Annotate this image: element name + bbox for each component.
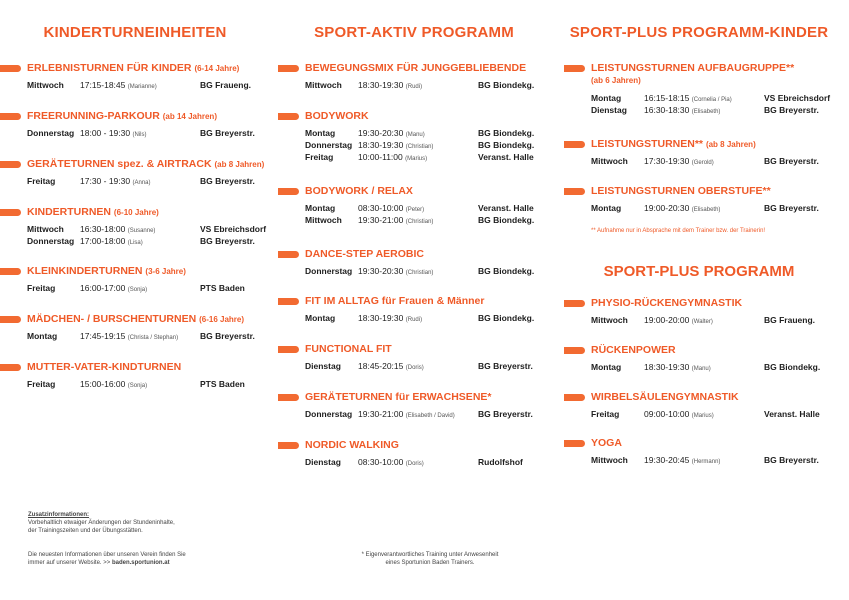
schedule-row: Montag 18:30-19:30 (Rudi) BG Biondekg. bbox=[305, 313, 535, 323]
program-title: LEISTUNGSTURNEN** (ab 8 Jahren) bbox=[591, 138, 756, 150]
info-line: der Trainingszeiten und der Übungsstätten. bbox=[28, 528, 143, 534]
schedule-row: Mittwoch 17:15-18:45 (Marianne) BG Fraueng. bbox=[27, 80, 252, 90]
program-title: LEISTUNGSTURNEN OBERSTUFE** bbox=[591, 185, 771, 197]
bullet-bar bbox=[0, 65, 21, 72]
bullet-bar bbox=[564, 65, 585, 72]
schedule-row: Dienstag 08:30-10:00 (Doris) Rudolfshof bbox=[305, 457, 523, 467]
column-title: SPORT-PLUS PROGRAMM-KINDER bbox=[569, 24, 829, 41]
star-footnote: eines Sportunion Baden Trainers. bbox=[385, 560, 475, 566]
program-title: WIRBELSÄULENGYMNASTIK bbox=[591, 391, 739, 403]
program-title: MÄDCHEN- / BURSCHENTURNEN (6-16 Jahre) bbox=[27, 313, 245, 325]
schedule-row: Donnerstag 18:30-19:30 (Christian) BG Biondekg. bbox=[305, 140, 535, 150]
program-title: DANCE-STEP AEROBIC bbox=[305, 248, 425, 260]
web-info-line: Die neuesten Informationen über unseren Verein finden Sie bbox=[28, 552, 186, 558]
bullet-bar bbox=[0, 113, 21, 120]
bullet-bar bbox=[278, 346, 299, 353]
bullet-bar bbox=[0, 209, 21, 216]
schedule-row: Montag 19:30-20:30 (Manu) BG Biondekg. bbox=[305, 128, 535, 138]
bullet-bar bbox=[0, 268, 21, 275]
schedule-row: Donnerstag 18:00 - 19:30 (Nils) BG Breyerstr. bbox=[27, 128, 255, 138]
bullet-bar bbox=[278, 394, 299, 401]
column-kinderturneinheiten bbox=[0, 0, 270, 600]
schedule-row: Mittwoch 19:00-20:00 (Walter) BG Fraueng. bbox=[591, 315, 816, 325]
bullet-bar bbox=[278, 65, 299, 72]
bullet-bar bbox=[0, 161, 21, 168]
schedule-row: Donnerstag 17:00-18:00 (Lisa) BG Breyerstr. bbox=[27, 236, 255, 246]
schedule-row: Dienstag 18:45-20:15 (Doris) BG Breyerstr. bbox=[305, 361, 533, 371]
bullet-bar bbox=[278, 251, 299, 258]
program-title: BODYWORK / RELAX bbox=[305, 185, 413, 197]
bullet-bar bbox=[0, 316, 21, 323]
program-title: GERÄTETURNEN spez. & AIRTRACK (ab 8 Jahren) bbox=[27, 158, 265, 170]
program-title: FREERUNNING-PARKOUR (ab 14 Jahren) bbox=[27, 110, 217, 122]
schedule-row: Mittwoch 16:30-18:00 (Susanne) VS Ebreichsdorf bbox=[27, 224, 267, 234]
program-title: PHYSIO-RÜCKENGYMNASTIK bbox=[591, 297, 743, 309]
schedule-row: Mittwoch 17:30-19:30 (Gerold) BG Breyerstr. bbox=[591, 156, 819, 166]
schedule-row: Montag 19:00-20:30 (Elisabeth) BG Breyerstr. bbox=[591, 203, 819, 213]
website-link[interactable]: baden.sportunion.at bbox=[111, 560, 170, 566]
bullet-bar bbox=[278, 188, 299, 195]
program-title: YOGA bbox=[591, 437, 622, 449]
schedule-row: Freitag 17:30 - 19:30 (Anna) BG Breyerstr. bbox=[27, 176, 255, 186]
footnote: ** Aufnahme nur in Absprache mit dem Trainer bzw. der Trainerin! bbox=[591, 228, 766, 234]
program-title: NORDIC WALKING bbox=[305, 439, 399, 451]
schedule-row: Freitag 15:00-16:00 (Sonja) PTS Baden bbox=[27, 379, 245, 389]
schedule-row: Montag 16:15-18:15 (Cornelia / Pia) VS Ebreichsdorf bbox=[591, 93, 831, 103]
schedule-row: Montag 17:45-19:15 (Christa / Stephan) BG Breyerstr. bbox=[27, 331, 255, 341]
bullet-bar bbox=[564, 141, 585, 148]
bullet-bar bbox=[0, 364, 21, 371]
schedule-row: Freitag 09:00-10:00 (Marius) Veranst. Halle bbox=[591, 409, 820, 419]
section-subtitle: SPORT-PLUS PROGRAMM bbox=[603, 263, 795, 280]
column-title: SPORT-AKTIV PROGRAMM bbox=[314, 24, 514, 41]
schedule-row: Freitag 10:00-11:00 (Marius) Veranst. Halle bbox=[305, 152, 534, 162]
bullet-bar bbox=[278, 442, 299, 449]
schedule-row: Dienstag 16:30-18:30 (Elisabeth) BG Breyerstr. bbox=[591, 105, 819, 115]
program-title: ERLEBNISTURNEN FÜR KINDER (6-14 Jahre) bbox=[27, 62, 240, 74]
web-info-line: immer auf unserer Website. >> baden.sportunion.at bbox=[28, 560, 170, 566]
column-title: KINDERTURNEINHEITEN bbox=[43, 24, 227, 41]
program-title: FUNCTIONAL FIT bbox=[305, 343, 392, 355]
schedule-row: Mittwoch 18:30-19:30 (Rudi) BG Biondekg. bbox=[305, 80, 535, 90]
program-title: KINDERTURNEN (6-10 Jahre) bbox=[27, 206, 159, 218]
bullet-bar bbox=[278, 298, 299, 305]
star-footnote: * Eigenverantwortliches Training unter Anwesenheit bbox=[361, 552, 499, 558]
program-title: BODYWORK bbox=[305, 110, 369, 122]
info-heading: Zusatzinformationen: bbox=[28, 512, 89, 518]
program-title: BEWEGUNGSMIX FÜR JUNGGEBLIEBENDE bbox=[305, 62, 527, 74]
schedule-row: Montag 08:30-10:00 (Peter) Veranst. Halle bbox=[305, 203, 534, 213]
schedule-row: Mittwoch 19:30-21:00 (Christian) BG Biondekg. bbox=[305, 215, 535, 225]
bullet-bar bbox=[278, 113, 299, 120]
bullet-bar bbox=[564, 394, 585, 401]
schedule-row: Donnerstag 19:30-21:00 (Elisabeth / David) BG Breyerstr. bbox=[305, 409, 533, 419]
program-subnote: (ab 6 Jahren) bbox=[591, 76, 641, 85]
schedule-row: Donnerstag 19:30-20:30 (Christian) BG Biondekg. bbox=[305, 266, 535, 276]
info-line: Vorbehaltlich etwaiger Änderungen der Stundeninhalte, bbox=[28, 520, 175, 526]
schedule-row: Freitag 16:00-17:00 (Sonja) PTS Baden bbox=[27, 283, 245, 293]
column-sport-plus bbox=[564, 0, 844, 600]
program-title: LEISTUNGSTURNEN AUFBAUGRUPPE** bbox=[591, 62, 795, 74]
bullet-bar bbox=[564, 300, 585, 307]
bullet-bar bbox=[564, 347, 585, 354]
schedule-row: Montag 18:30-19:30 (Manu) BG Biondekg. bbox=[591, 362, 821, 372]
schedule-row: Mittwoch 19:30-20:45 (Hermann) BG Breyerstr. bbox=[591, 455, 819, 465]
program-title: RÜCKENPOWER bbox=[591, 344, 676, 356]
program-title: FIT IM ALLTAG für Frauen & Männer bbox=[305, 295, 485, 307]
bullet-bar bbox=[564, 440, 585, 447]
program-title: GERÄTETURNEN für ERWACHSENE* bbox=[305, 391, 492, 403]
bullet-bar bbox=[564, 188, 585, 195]
column-sport-aktiv bbox=[278, 0, 550, 600]
program-title: MUTTER-VATER-KINDTURNEN bbox=[27, 361, 182, 373]
program-title: KLEINKINDERTURNEN (3-6 Jahre) bbox=[27, 265, 186, 277]
